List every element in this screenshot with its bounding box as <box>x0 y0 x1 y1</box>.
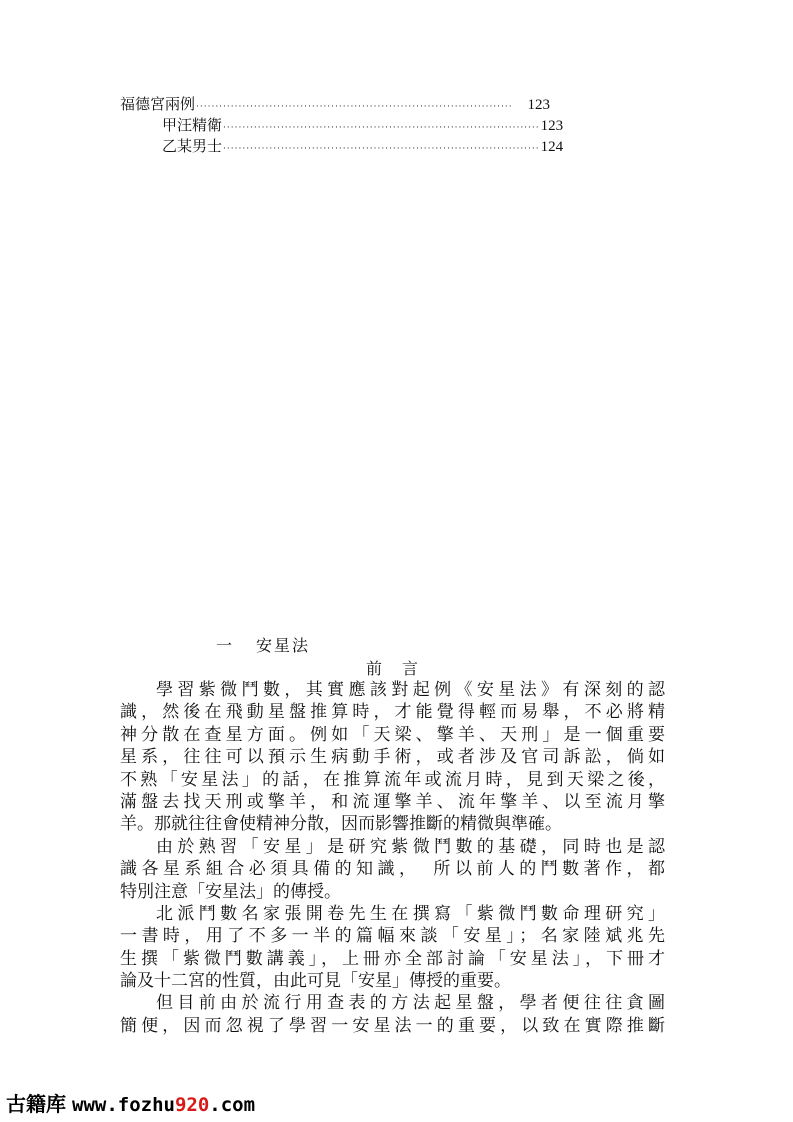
body-line: 不熟「安星法」的話，在推算流年或流月時，見到天梁之後， <box>120 769 665 790</box>
watermark-name: 古籍库 <box>6 1092 66 1116</box>
body-text <box>120 679 665 1037</box>
body-line: 生撰「紫微鬥數講義」，上冊亦全部討論「安星法」，下冊才 <box>120 948 665 969</box>
toc-entry-mark: 甲 <box>162 116 178 134</box>
body-line: 星系，往往可以預示生病動手術，或者涉及官司訴訟，倘如 <box>120 747 665 768</box>
body-line: 特別注意「安星法」的傳授。 <box>120 881 341 902</box>
body-line: 神分散在查星方面。例如「天梁、擎羊、天刑」是一個重要 <box>120 724 665 745</box>
body-line: 由於熟習「安星」是研究紫微鬥數的基礎，同時也是認 <box>156 836 665 857</box>
toc-entry <box>120 136 564 157</box>
toc-entry-page: 123 <box>527 97 550 113</box>
toc-entry-title: 某男士 <box>177 137 223 155</box>
body-line: 簡便，因而忽視了學習一安星法一的重要，以致在實際推斷 <box>120 1015 665 1036</box>
chapter-title: 安星法 <box>256 636 311 655</box>
toc-entry <box>120 94 550 115</box>
toc-entry-page: 124 <box>540 139 564 155</box>
toc-leader-dots: ·················································································· <box>223 123 540 133</box>
toc-entry-title: 福德宮兩例 <box>120 95 196 113</box>
body-line: 識，然後在飛動星盤推算時，才能覺得輕而易舉，不必將精 <box>120 702 665 723</box>
toc-leader-dots: ·················································································· <box>223 144 540 154</box>
body-line: 滿盤去找天刑或擎羊，和流運擎羊、流年擎羊、以至流月擎 <box>120 791 665 812</box>
toc-entry <box>120 115 564 136</box>
watermark-url <box>72 1094 255 1116</box>
body-line: 識各星系組合必須具備的知識， 所以前人的鬥數著作，都 <box>120 859 665 880</box>
toc-entry-mark: 乙 <box>162 137 178 155</box>
site-watermark <box>6 1088 255 1117</box>
body-line: 學習紫微鬥數，其實應該對起例《安星法》有深刻的認 <box>156 680 665 700</box>
section-heading: 前言 <box>365 659 438 678</box>
watermark-url-suffix: .com <box>209 1094 256 1116</box>
toc-entry-title: 汪精衛 <box>177 116 223 134</box>
body-line: 羊。那就往往會使精神分散，因而影響推斷的精微與準確。 <box>120 814 562 835</box>
toc-entry-page: 123 <box>540 118 564 134</box>
watermark-url-accent: 920 <box>174 1094 210 1116</box>
body-line: 北派鬥數名家張開卷先生在撰寫「紫微鬥數命理研究」 <box>156 903 665 924</box>
chapter-number: 一 <box>216 636 235 655</box>
table-of-contents <box>120 94 564 157</box>
body-line: 論及十二宮的性質，由此可見「安星」傳授的重要。 <box>120 971 511 992</box>
watermark-url-prefix: www.fozhu <box>72 1094 175 1116</box>
body-line: 一書時，用了不多一半的篇幅來談「安星」；名家陸斌兆先 <box>120 926 665 947</box>
chapter-heading <box>216 633 310 656</box>
toc-leader-dots: ·················································································· <box>196 102 513 112</box>
body-line: 但目前由於流行用查表的方法起星盤，學者便往往貪圖 <box>156 993 665 1014</box>
